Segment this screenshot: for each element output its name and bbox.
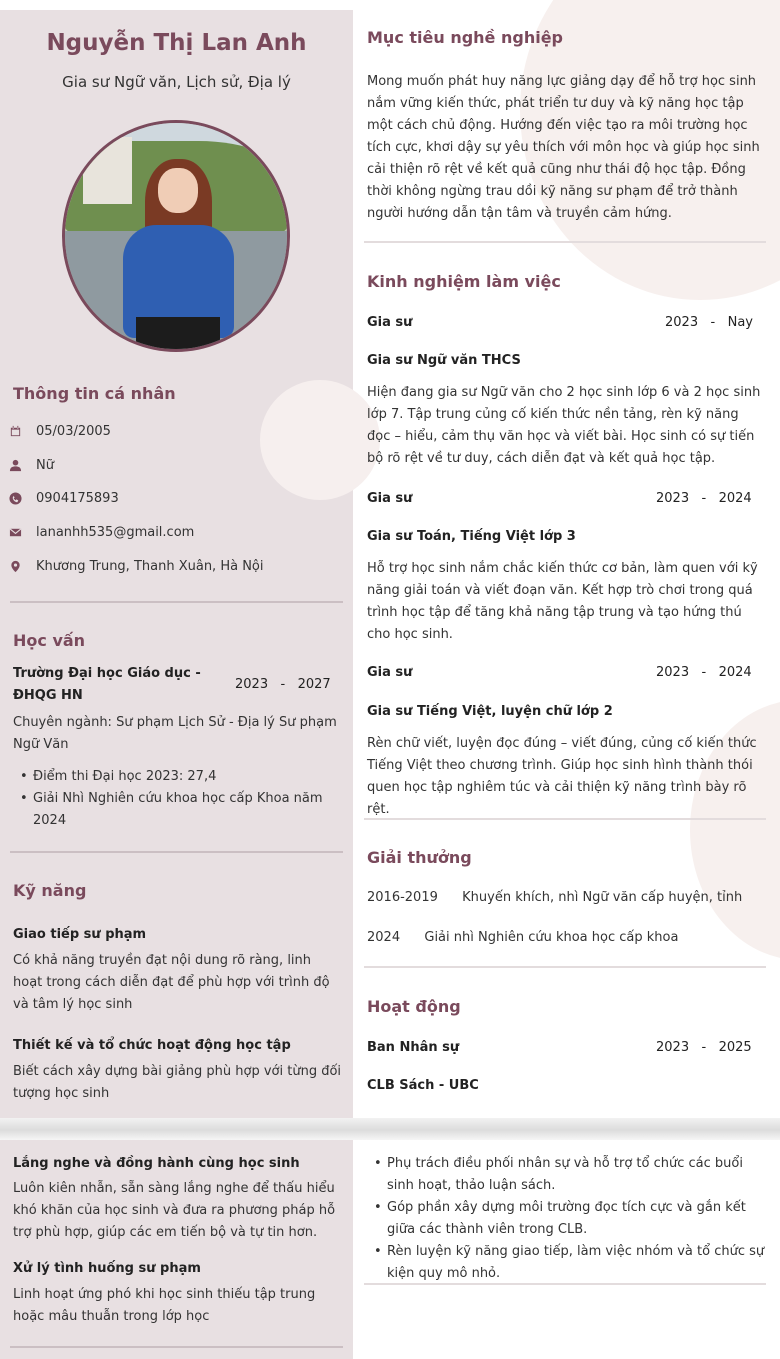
education-title: Học vấn — [13, 631, 86, 650]
info-value: Khương Trung, Thanh Xuân, Hà Nội — [36, 558, 264, 574]
email-icon — [8, 525, 22, 539]
list-item: • Góp phần xây dựng môi trường đọc tích cực và gắn kết giữa các thành viên trong CLB. — [367, 1197, 765, 1241]
award-name: Khuyến khích, nhì Ngữ văn cấp huyện, tỉnh — [462, 890, 743, 905]
skill-name: Xử lý tình huống sư phạm — [13, 1261, 201, 1276]
skill-name: Thiết kế và tổ chức hoạt động học tập — [13, 1038, 291, 1053]
job-years: 2023 - 2024 — [656, 665, 752, 680]
job-position: Gia sư Tiếng Việt, luyện chữ lớp 2 — [367, 704, 613, 719]
calendar-icon — [8, 424, 22, 438]
activity-bullets — [367, 1153, 765, 1285]
skills-title: Kỹ năng — [13, 881, 87, 900]
list-item: • Rèn luyện kỹ năng giao tiếp, làm việc nhóm và tổ chức sự kiện quy mô nhỏ. — [367, 1241, 765, 1285]
info-gender — [8, 455, 54, 475]
job-role: Gia sư — [367, 665, 413, 680]
skill-name: Giao tiếp sư phạm — [13, 927, 147, 942]
person-icon — [8, 458, 22, 472]
education-bullets — [13, 766, 338, 832]
skill-desc: Biết cách xây dựng bài giảng phù hợp với từng đối tượng học sinh — [13, 1064, 342, 1101]
candidate-name: Nguyễn Thị Lan Anh — [46, 30, 307, 56]
info-birthdate — [8, 421, 111, 441]
job-years: 2023 - 2024 — [656, 491, 752, 506]
award-row — [367, 927, 678, 949]
activity-role: Ban Nhân sự — [367, 1040, 460, 1055]
decor-shape — [260, 380, 380, 500]
job-years: 2023 - Nay — [665, 315, 753, 330]
info-phone — [8, 488, 119, 508]
divider — [364, 241, 766, 243]
objective-title: Mục tiêu nghề nghiệp — [367, 28, 563, 47]
divider — [364, 818, 766, 820]
activity-years: 2023 - 2025 — [656, 1040, 752, 1055]
school-name: Trường Đại học Giáo dục - ĐHQG HN — [13, 666, 201, 703]
info-value: 05/03/2005 — [36, 423, 111, 439]
award-name: Giải nhì Nghiên cứu khoa học cấp khoa — [424, 930, 679, 945]
objective-text: Mong muốn phát huy năng lực giảng dạy để hỗ trợ học sinh nắm vững kiến thức, phát triển tư duy và kỹ năng học tập một cách chủ động. Hướng đến việc tạo ra môi trường học tích cực, khơi dậy sự yêu thích với môn học và giúp học sinh cải thiện rõ rệt về kết quả cũng như thái độ học tập. Đồng thời không ngừng trau dồi kỹ năng sư phạm để trở thành người hướng dẫn tận tâm và truyền cảm hứng. — [367, 74, 760, 221]
info-value: lananhh535@gmail.com — [36, 524, 195, 540]
experience-title: Kinh nghiệm làm việc — [367, 272, 561, 291]
list-item: • Phụ trách điều phối nhân sự và hỗ trợ tổ chức các buổi sinh hoạt, thảo luận sách. — [367, 1153, 765, 1197]
info-email — [8, 522, 194, 542]
award-year: 2024 — [367, 930, 401, 945]
info-value: 0904175893 — [36, 490, 119, 506]
activities-title: Hoạt động — [367, 997, 461, 1016]
divider — [10, 851, 343, 853]
award-row — [367, 887, 742, 909]
divider — [364, 1283, 766, 1285]
activity-org: CLB Sách - UBC — [367, 1078, 479, 1093]
divider — [10, 601, 343, 603]
job-desc: Hỗ trợ học sinh nắm chắc kiến thức cơ bản, làm quen với kỹ năng giải toán và viết đoạn văn. Kết hợp trò chơi trong quá trình học tập để tăng khả năng tập trung và tạo hứng thú cho học sinh. — [367, 561, 758, 642]
list-item: • Giải Nhì Nghiên cứu khoa học cấp Khoa năm 2024 — [13, 788, 338, 832]
info-address — [8, 556, 264, 576]
phone-icon — [8, 491, 22, 505]
skill-name: Lắng nghe và đồng hành cùng học sinh — [13, 1156, 300, 1171]
divider — [10, 1346, 343, 1348]
job-position: Gia sư Ngữ văn THCS — [367, 353, 521, 368]
skill-desc: Có khả năng truyền đạt nội dung rõ ràng, linh hoạt trong cách diễn đạt để phù hợp với trình độ và tâm lý học sinh — [13, 953, 330, 1012]
award-year: 2016-2019 — [367, 890, 438, 905]
list-item: • Điểm thi Đại học 2023: 27,4 — [13, 766, 338, 788]
job-role: Gia sư — [367, 315, 413, 330]
divider — [364, 966, 766, 968]
page-break — [0, 1118, 780, 1140]
location-icon — [8, 559, 22, 573]
info-value: Nữ — [36, 457, 54, 473]
avatar — [62, 120, 290, 352]
skill-desc: Luôn kiên nhẫn, sẵn sàng lắng nghe để thấu hiểu khó khăn của học sinh và đưa ra phương pháp hỗ trợ phù hợp, giúp các em tiến bộ và tự tin hơn. — [13, 1181, 336, 1240]
education-major: Chuyên ngành: Sư phạm Lịch Sử - Địa lý Sư phạm Ngữ Văn — [13, 715, 337, 752]
personal-info-title: Thông tin cá nhân — [13, 384, 176, 403]
job-desc: Rèn chữ viết, luyện đọc đúng – viết đúng, củng cố kiến thức Tiếng Việt theo chương trình. Giúp học sinh hình thành thói quen học tập nghiêm túc và cải thiện kỹ năng trình bày rõ rệt. — [367, 736, 757, 817]
skill-desc: Linh hoạt ứng phó khi học sinh thiếu tập trung hoặc mâu thuẫn trong lớp học — [13, 1287, 316, 1324]
job-desc: Hiện đang gia sư Ngữ văn cho 2 học sinh lớp 6 và 2 học sinh lớp 7. Tập trung củng cố kiến thức nền tảng, rèn kỹ năng đọc – hiểu, cảm thụ văn học và viết bài. Học sinh có sự tiến bộ rõ rệt về tư duy, cách diễn đạt và kết quả học tập. — [367, 385, 761, 466]
education-years: 2023 - 2027 — [235, 677, 331, 692]
awards-title: Giải thưởng — [367, 848, 472, 867]
job-role: Gia sư — [367, 491, 413, 506]
candidate-subtitle: Gia sư Ngữ văn, Lịch sử, Địa lý — [62, 73, 291, 91]
job-position: Gia sư Toán, Tiếng Việt lớp 3 — [367, 529, 576, 544]
